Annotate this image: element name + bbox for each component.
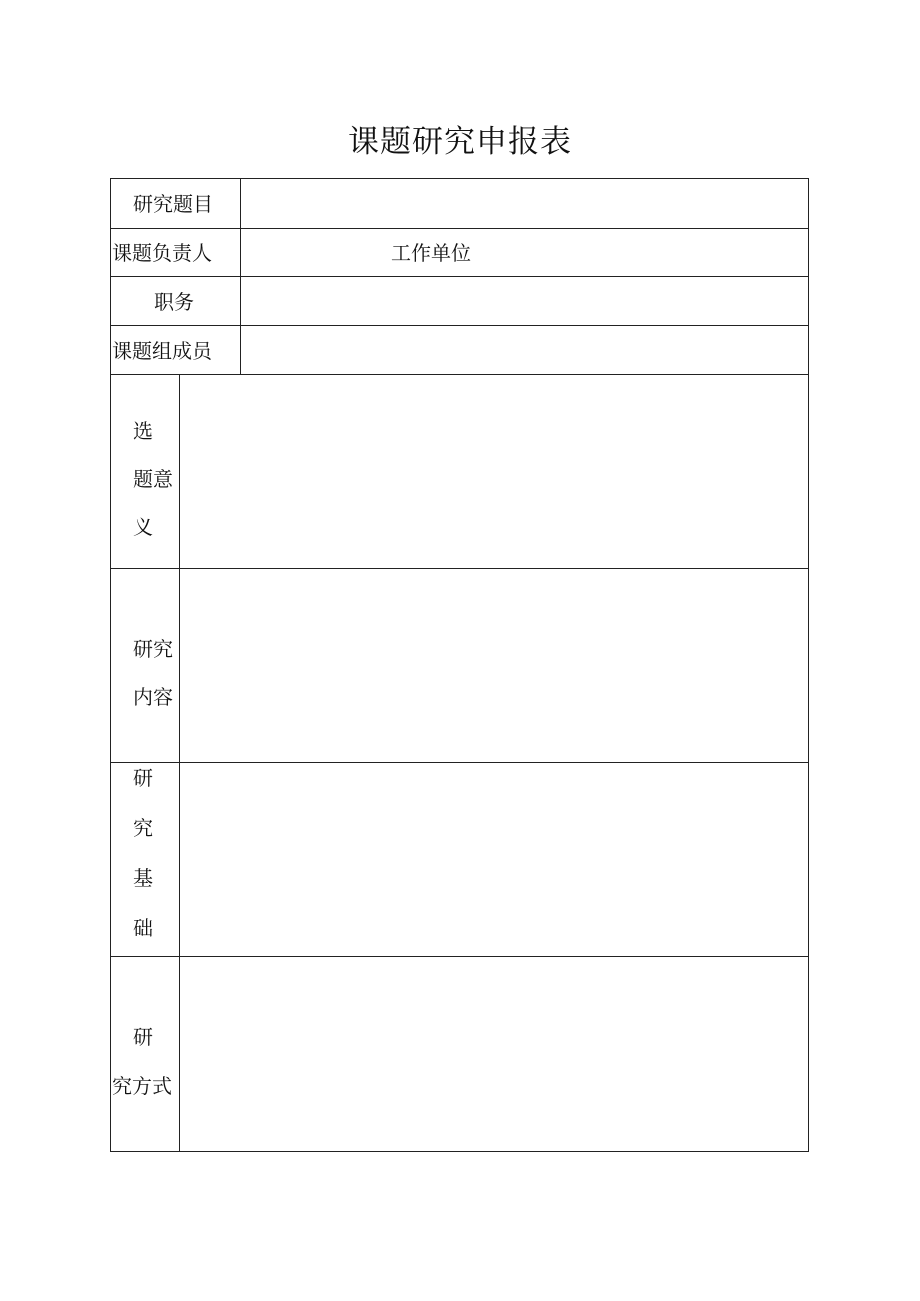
significance-label-line: 题意	[133, 467, 173, 491]
content-label-line: 研究	[133, 637, 173, 661]
topic-value[interactable]	[241, 179, 808, 228]
significance-value[interactable]	[180, 375, 808, 568]
foundation-value[interactable]	[180, 763, 808, 956]
significance-label-line: 选	[133, 419, 153, 443]
position-value[interactable]	[241, 277, 808, 325]
foundation-label-line: 究	[133, 816, 153, 840]
foundation-label-line: 研	[133, 766, 153, 790]
method-label-line: 研	[133, 1025, 153, 1049]
members-value[interactable]	[241, 326, 808, 374]
leader-label: 课题负责人	[112, 241, 212, 265]
row-divider-1	[110, 228, 809, 229]
content-value[interactable]	[180, 569, 808, 762]
method-label-line: 究方式	[112, 1074, 172, 1098]
position-label: 职务	[154, 290, 194, 314]
page-title: 课题研究申报表	[348, 124, 572, 160]
content-label-line: 内容	[133, 685, 173, 709]
foundation-label-line: 基	[133, 866, 153, 890]
members-label: 课题组成员	[112, 339, 212, 363]
work-unit-label: 工作单位	[391, 241, 471, 265]
topic-label: 研究题目	[133, 192, 213, 216]
significance-label-line: 义	[133, 515, 153, 539]
foundation-label-line: 础	[133, 916, 153, 940]
method-value[interactable]	[180, 957, 808, 1151]
